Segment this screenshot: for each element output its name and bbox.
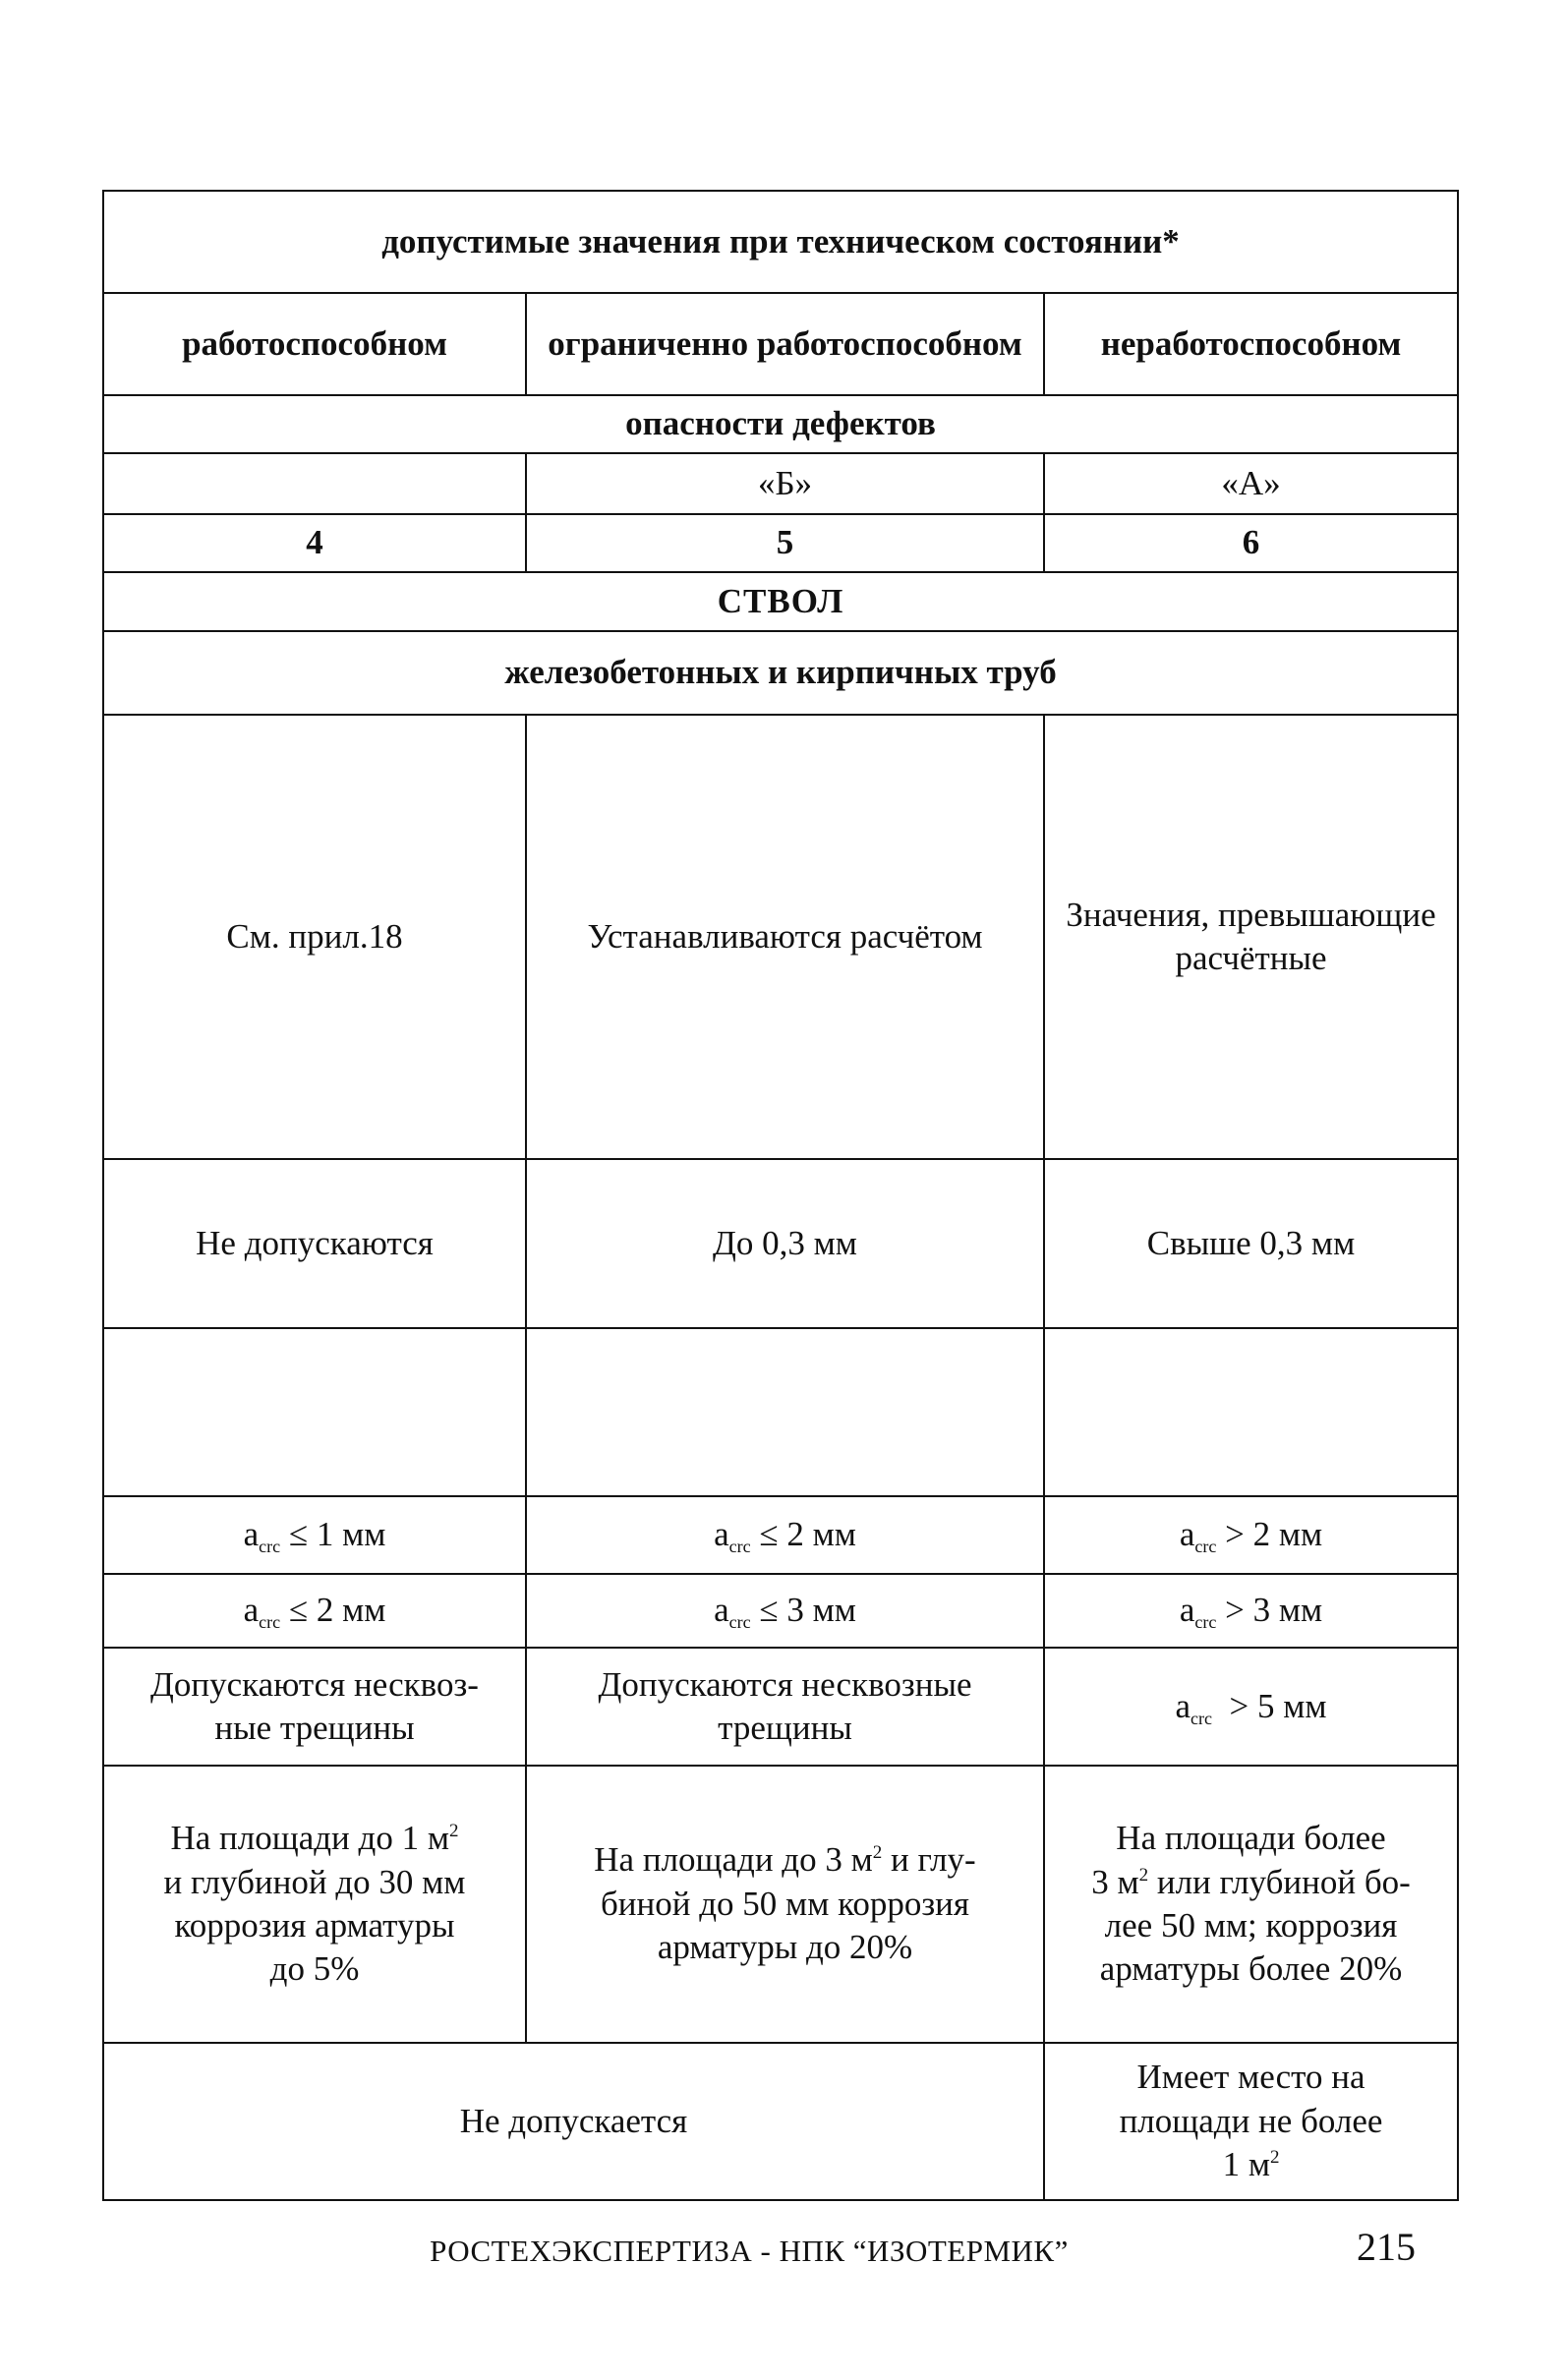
corrosion-operable: На площади до 1 $м^2$ и глубиной до 30 мм коррозия арматуры до 5% xyxy=(103,1766,526,2043)
category-empty xyxy=(103,453,526,514)
header-inoperable: неработоспособном xyxy=(1044,293,1458,395)
section-title: СТВОЛ xyxy=(103,572,1458,631)
table-header-main: допустимые значения при техническом состоянии* xyxy=(103,191,1458,293)
deviation-inoperable: Значения, превышающие расчётные xyxy=(1044,715,1458,1159)
crack-width-1-limited: $a_{crc} \le 2$ мм xyxy=(526,1496,1044,1574)
last-row-not-allowed: Не допускается xyxy=(103,2043,1044,2200)
empty-cell xyxy=(526,1328,1044,1496)
crack-through-inoperable: $a_{crc} > 5$ мм xyxy=(1044,1648,1458,1766)
crack-width-2-limited: $a_{crc} \le 3$ мм xyxy=(526,1574,1044,1648)
deviation-operable: См. прил.18 xyxy=(103,715,526,1159)
page-number: 215 xyxy=(1357,2225,1416,2269)
category-b: «Б» xyxy=(526,453,1044,514)
crack-through-operable: Допускаются несквоз- ные трещины xyxy=(103,1648,526,1766)
danger-label: опасности дефектов xyxy=(103,395,1458,453)
header-limited-operable: ограниченно работоспособном xyxy=(526,293,1044,395)
header-operable: работоспособном xyxy=(103,293,526,395)
cracks-limited: До 0,3 мм xyxy=(526,1159,1044,1328)
defect-table xyxy=(102,190,1459,2201)
crack-width-2-operable: $a_{crc} \le 2$ мм xyxy=(103,1574,526,1648)
category-a: «А» xyxy=(1044,453,1458,514)
deviation-limited: Устанавливаются расчётом xyxy=(526,715,1044,1159)
column-number-5: 5 xyxy=(526,514,1044,572)
crack-width-1-inoperable: $a_{crc} > 2$ мм xyxy=(1044,1496,1458,1574)
empty-cell xyxy=(103,1328,526,1496)
corrosion-limited: На площади до 3 $м^2$ и глу- биной до 50 мм коррозия арматуры до 20% xyxy=(526,1766,1044,2043)
cracks-operable: Не допускаются xyxy=(103,1159,526,1328)
crack-width-1-operable: $a_{crc} \le 1$ мм xyxy=(103,1496,526,1574)
last-row-inoperable: Имеет место на площади не более 1 $м^2$ xyxy=(1044,2043,1458,2200)
subsection-title: железобетонных и кирпичных труб xyxy=(103,631,1458,715)
crack-width-2-inoperable: $a_{crc} > 3$ мм xyxy=(1044,1574,1458,1648)
footer-publisher: РОСТЕХЭКСПЕРТИЗА - НПК “ИЗОТЕРМИК” xyxy=(430,2234,1069,2268)
empty-cell xyxy=(1044,1328,1458,1496)
corrosion-inoperable: На площади более 3 $м^2$ или глубиной бо- лее 50 мм; коррозия арматуры более 20% xyxy=(1044,1766,1458,2043)
column-number-4: 4 xyxy=(103,514,526,572)
cracks-inoperable: Свыше 0,3 мм xyxy=(1044,1159,1458,1328)
column-number-6: 6 xyxy=(1044,514,1458,572)
crack-through-limited: Допускаются несквозные трещины xyxy=(526,1648,1044,1766)
